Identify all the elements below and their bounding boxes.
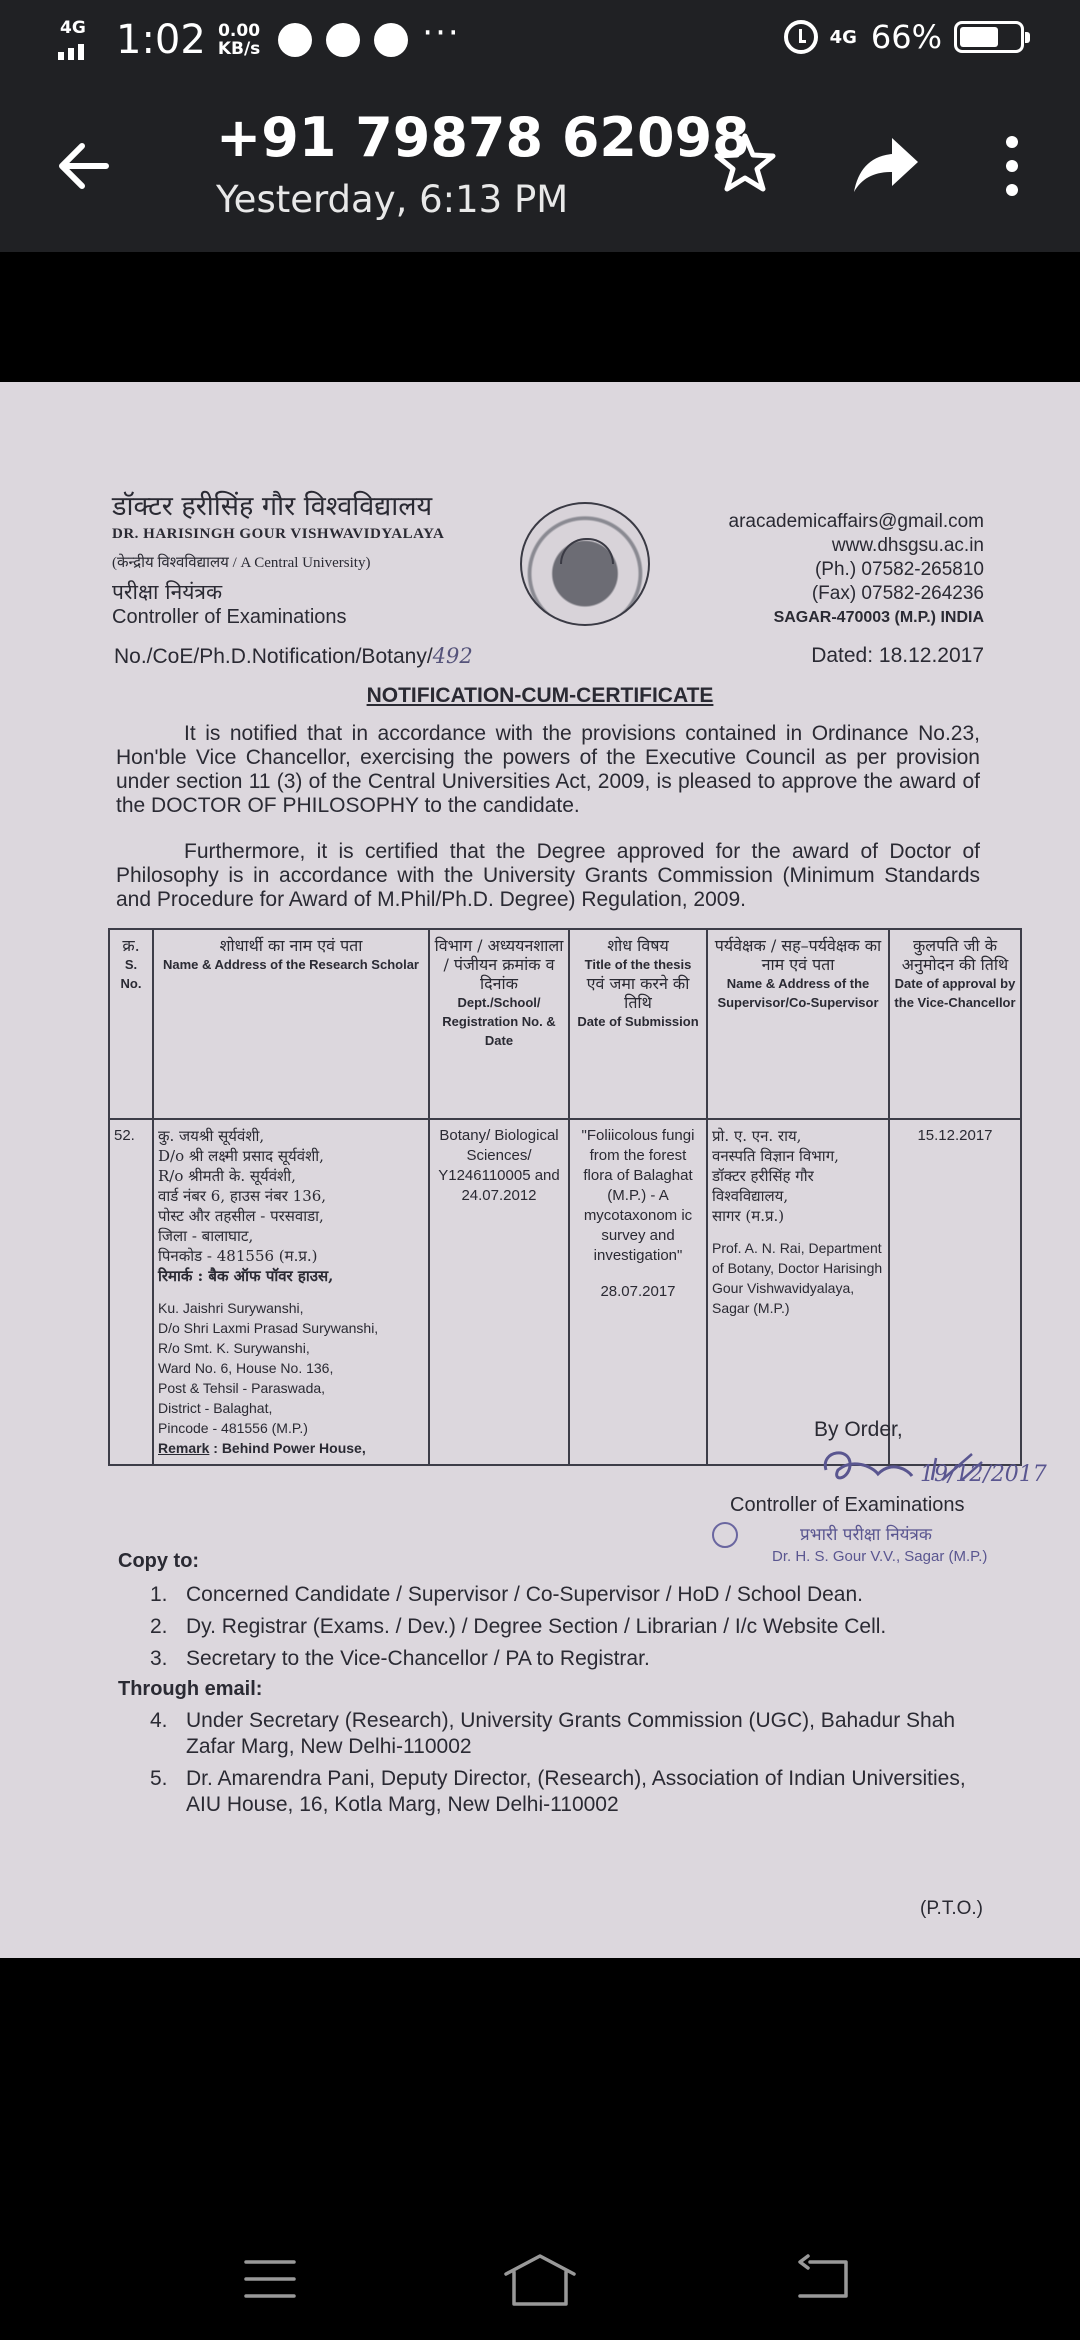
university-seal-icon bbox=[520, 502, 650, 626]
col-supervisor: पर्यवेक्षक / सह–पर्यवेक्षक का नाम एवं पता Name & Address of the Supervisor/Co-Supervisor bbox=[707, 929, 889, 1119]
col-vc-date: कुलपति जी के अनुमोदन की तिथि Date of approval by the Vice-Chancellor bbox=[889, 929, 1021, 1119]
stamp-icon bbox=[712, 1522, 738, 1548]
forward-icon[interactable] bbox=[852, 134, 922, 196]
list-item: 1. Concerned Candidate / Supervisor / Co-Supervisor / HoD / School Dean. bbox=[150, 1583, 864, 1606]
signature-date: 19/12/2017 bbox=[920, 1462, 1047, 1487]
col-name: शोधार्थी का नाम एवं पता Name & Address of the Research Scholar bbox=[153, 929, 429, 1119]
contact-city: SAGAR-470003 (M.P.) INDIA bbox=[773, 609, 984, 626]
col-sno: क्र. S. No. bbox=[109, 929, 153, 1119]
status-bar bbox=[0, 0, 1080, 84]
document-photo[interactable] bbox=[0, 382, 1080, 1958]
central-university-label: (केन्द्रीय विश्वविद्यालय / A Central University) bbox=[112, 555, 371, 571]
network-type: 4G bbox=[60, 18, 86, 38]
alarm-icon bbox=[784, 20, 818, 54]
navigation-bar bbox=[0, 2230, 1080, 2340]
stamp-english: Dr. H. S. Gour V.V., Sagar (M.P.) bbox=[772, 1548, 988, 1565]
list-item: 3. Secretary to the Vice-Chancellor / PA to Registrar. bbox=[150, 1647, 650, 1670]
row-sno: 52. bbox=[109, 1119, 153, 1465]
back-icon[interactable] bbox=[796, 2254, 850, 2302]
more-options-icon[interactable] bbox=[992, 132, 1032, 200]
controller-label: Controller of Examinations bbox=[112, 606, 347, 628]
network-speed: 0.00 KB/s bbox=[217, 21, 261, 59]
star-icon[interactable] bbox=[712, 130, 778, 196]
app-header bbox=[0, 84, 1080, 252]
signal-icon bbox=[58, 16, 104, 64]
row-scholar: कु. जयश्री सूर्यवंशी, D/o श्री लक्ष्मी प्रसाद सूर्यवंशी, R/o श्रीमती के. सूर्यवंशी, वार्ड नंबर 6, हाउस नंबर 136, पोस्ट और तहसील - परसवाडा, जिला - बालाघाट, पिनकोड - 481556 (म.प्र.) रिमार्क : बैक ऑफ पॉवर हाउस, Ku. Jaishri Surywanshi, D/o Shri Laxmi Prasad Surywanshi, R/o Smt. K. Surywanshi, Ward No. 6, House No. 136, Post & Tehsil - Paraswada, District - Balaghat, Pincode - 481556 (M.P.) Remark : Behind Power House, bbox=[153, 1119, 429, 1465]
reference-number: No./CoE/Ph.D.Notification/Botany/492 bbox=[114, 644, 473, 668]
message-notification-icon bbox=[374, 23, 408, 57]
battery-icon bbox=[954, 21, 1024, 53]
contact-fax: (Fax) 07582-264236 bbox=[811, 583, 984, 604]
contact-email: aracademicaffairs@gmail.com bbox=[728, 511, 984, 532]
copy-list bbox=[150, 1582, 970, 1678]
university-name-hindi: डॉक्टर हरीसिंह गौर विश्वविद्यालय bbox=[112, 491, 433, 522]
stamp-hindi: प्रभारी परीक्षा नियंत्रक bbox=[800, 1525, 932, 1545]
col-dept: विभाग / अध्ययनशाला / पंजीयन क्रमांक व दिनांक Dept./School/ Registration No. & Date bbox=[429, 929, 569, 1119]
lte-indicator: 4G bbox=[829, 26, 857, 48]
row-supervisor: प्रो. ए. एन. राय, वनस्पति विज्ञान विभाग, डॉक्टर हरीसिंह गौर विश्वविद्यालय, सागर (म.प्र.) Prof. A. N. Rai, Department of Botany, Doctor Harisingh Gour Vishwavidyalaya, Sagar (M.P.) bbox=[707, 1119, 889, 1465]
sender-number: +91 79878 62098 bbox=[216, 106, 750, 169]
app-notification-icon bbox=[326, 23, 360, 57]
table-row bbox=[109, 1119, 1021, 1465]
home-icon[interactable] bbox=[502, 2252, 578, 2308]
status-time: 1:02 bbox=[116, 17, 206, 63]
contact-website: www.dhsgsu.ac.in bbox=[831, 535, 984, 556]
list-item: 2. Dy. Registrar (Exams. / Dev.) / Degree Section / Librarian / I/c Website Cell. bbox=[150, 1615, 887, 1638]
through-email-label: Through email: bbox=[118, 1678, 263, 1700]
table-header-row bbox=[109, 929, 1021, 1119]
document-date: Dated: 18.12.2017 bbox=[811, 644, 984, 667]
copy-to-label: Copy to: bbox=[118, 1550, 200, 1572]
paragraph-2: Furthermore, it is certified that the Degree approved for the award of Doctor of Philosophy is in accordance with the University Grants Commission (Minimum Standards and Procedure for Award of M.Phil/Ph.D. Degree) Regulation, 2009. bbox=[116, 840, 980, 911]
scholar-table bbox=[108, 928, 1022, 1466]
by-order: By Order, bbox=[814, 1418, 903, 1441]
row-title: "Foliicolous fungi from the forest flora of Balaghat (M.P.) - A mycotaxonom ic survey and investigation" 28.07.2017 bbox=[569, 1119, 707, 1465]
document-heading: NOTIFICATION-CUM-CERTIFICATE bbox=[366, 684, 714, 707]
controller-hindi: परीक्षा नियंत्रक bbox=[112, 580, 223, 604]
pto-label: (P.T.O.) bbox=[920, 1898, 983, 1919]
received-time: Yesterday, 6:13 PM bbox=[216, 178, 569, 221]
contact-phone: (Ph.) 07582-265810 bbox=[814, 559, 984, 580]
paragraph-1: It is notified that in accordance with the provisions contained in Ordinance No.23, Hon'ble Vice Chancellor, exercising the powers of the Executive Council as per provision under section 11 (3) of the Central Universities Act, 2009, is pleased to approve the award of the DOCTOR OF PHILOSOPHY to the candidate. bbox=[116, 722, 980, 817]
contact-block bbox=[729, 510, 984, 630]
back-arrow-icon[interactable] bbox=[52, 134, 116, 198]
col-title: शोध विषय Title of the thesis एवं जमा करने की तिथि Date of Submission bbox=[569, 929, 707, 1119]
telegram-icon bbox=[278, 23, 312, 57]
list-item: 4. Under Secretary (Research), University Grants Commission (UGC), Bahadur Shah Zafar Marg, New Delhi-110002 bbox=[150, 1709, 956, 1758]
university-name: DR. HARISINGH GOUR VISHWAVIDYALAYA bbox=[112, 526, 445, 542]
battery-percent: 66% bbox=[870, 18, 942, 56]
email-list bbox=[150, 1708, 970, 1824]
row-dept: Botany/ Biological Sciences/ Y1246110005 and 24.07.2012 bbox=[429, 1119, 569, 1465]
recent-apps-icon[interactable] bbox=[244, 2258, 296, 2300]
row-vc-date: 15.12.2017 bbox=[889, 1119, 1021, 1465]
list-item: 5. Dr. Amarendra Pani, Deputy Director, (Research), Association of Indian Universities, AIU House, 16, Kotla Marg, New Delhi-110002 bbox=[150, 1767, 966, 1816]
controller-signatory: Controller of Examinations bbox=[730, 1494, 965, 1516]
more-notifications-icon: ··· bbox=[422, 13, 461, 53]
